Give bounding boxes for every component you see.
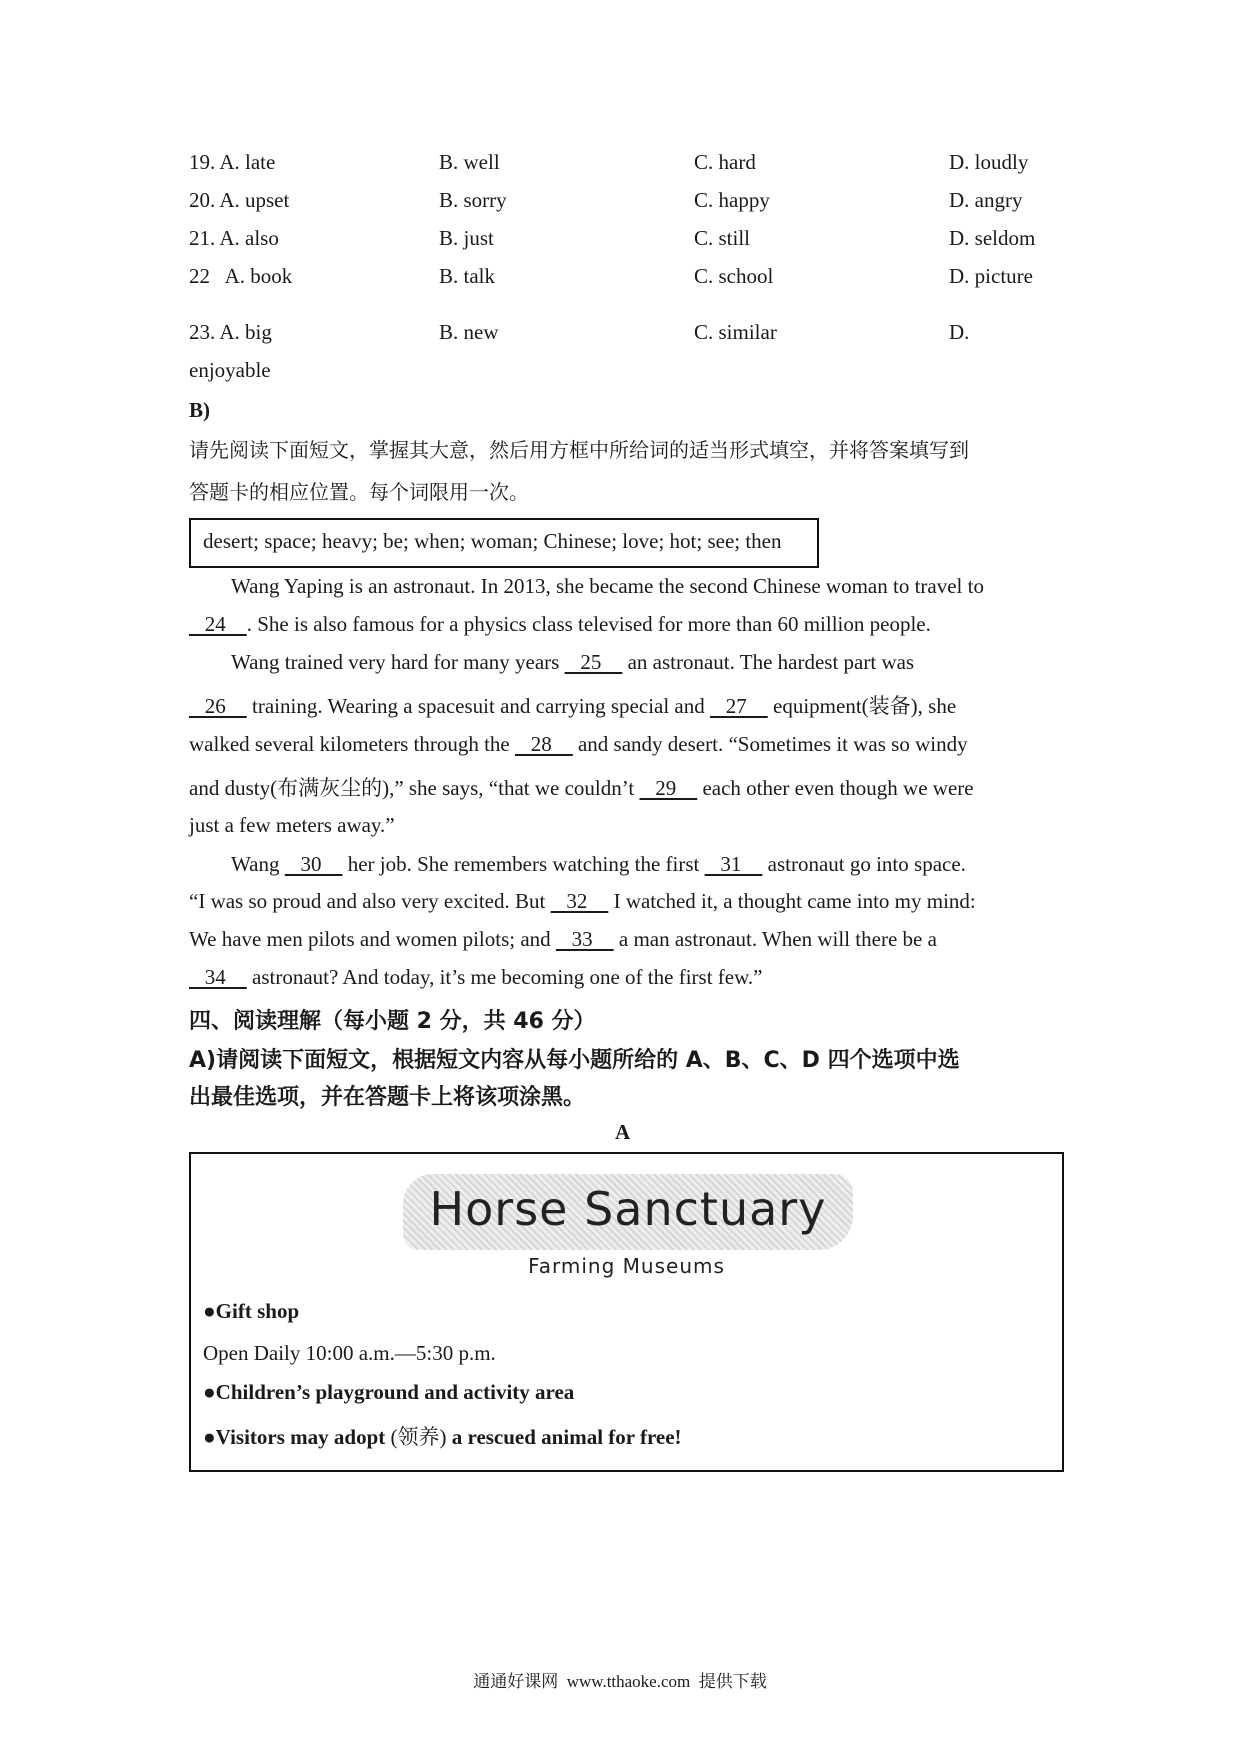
option-a: 19. A. late xyxy=(189,150,276,174)
passage-line: and dusty(布满灰尘的),” she says, “that we couldn’t 29 each other even though we were xyxy=(189,776,974,800)
option-b: B. new xyxy=(439,320,499,344)
blank-24[interactable]: 24 xyxy=(189,612,247,636)
option-d: D. xyxy=(949,320,970,344)
option-23-d-continuation: enjoyable xyxy=(189,358,271,382)
passage-line: 26 training. Wearing a spacesuit and carrying special and 27 equipment(装备), she xyxy=(189,694,957,718)
section-4-heading: 四、阅读理解（每小题 2 分，共 46 分） xyxy=(189,1009,596,1034)
section-4-instruction-line-1: A)请阅读下面短文，根据短文内容从每小题所给的 A、B、C、D 四个选项中选 xyxy=(189,1048,960,1073)
option-row-23 xyxy=(189,320,1069,350)
passage-line: walked several kilometers through the 28 and sandy desert. “Sometimes it was so windy xyxy=(189,732,968,756)
option-b: B. sorry xyxy=(439,188,507,212)
option-b: B. just xyxy=(439,226,494,250)
option-d: D. loudly xyxy=(949,150,1029,174)
option-a: 23. A. big xyxy=(189,320,272,344)
option-row-21 xyxy=(189,226,1069,256)
section-b-heading: B) xyxy=(189,398,210,422)
logo-banner xyxy=(403,1174,853,1250)
blank-33[interactable]: 33 xyxy=(555,927,614,951)
passage-line: 34 astronaut? And today, it’s me becoming one of the first few.” xyxy=(189,965,763,989)
horse-sanctuary-poster xyxy=(189,1152,1064,1472)
blank-32[interactable]: 32 xyxy=(550,889,609,913)
blank-29[interactable]: 29 xyxy=(639,776,698,800)
blank-27[interactable]: 27 xyxy=(710,694,768,718)
option-b: B. talk xyxy=(439,264,495,288)
option-d: D. angry xyxy=(949,188,1023,212)
blank-28[interactable]: 28 xyxy=(514,732,573,756)
passage-label: A xyxy=(615,1120,631,1144)
blank-31[interactable]: 31 xyxy=(704,852,763,876)
blank-30[interactable]: 30 xyxy=(284,852,343,876)
word-box: desert; space; heavy; be; when; woman; Chinese; love; hot; see; then xyxy=(189,518,819,568)
option-c: C. still xyxy=(694,226,751,250)
blank-26[interactable]: 26 xyxy=(189,694,247,718)
option-row-19 xyxy=(189,150,1069,180)
logo-subtitle: Farming Museums xyxy=(528,1254,725,1278)
option-a: 21. A. also xyxy=(189,226,279,250)
passage-line: Wang trained very hard for many years 25 an astronaut. The hardest part was xyxy=(231,650,915,674)
poster-item-playground: ●Children’s playground and activity area xyxy=(203,1380,575,1404)
passage-line: Wang 30 her job. She remembers watching the first 31 astronaut go into space. xyxy=(231,852,966,876)
passage-line: “I was so proud and also very excited. But 32 I watched it, a thought came into my mind: xyxy=(189,889,976,913)
option-d: D. seldom xyxy=(949,226,1036,250)
option-c: C. school xyxy=(694,264,774,288)
passage-line: We have men pilots and women pilots; and 33 a man astronaut. When will there be a xyxy=(189,927,937,951)
blank-34[interactable]: 34 xyxy=(189,965,247,989)
poster-item-gift-shop: ●Gift shop xyxy=(203,1299,300,1323)
poster-item-adopt: ●Visitors may adopt (领养) a rescued animal for free! xyxy=(203,1425,682,1449)
logo-title: Horse Sanctuary xyxy=(429,1182,827,1236)
option-b: B. well xyxy=(439,150,500,174)
option-a: 20. A. upset xyxy=(189,188,290,212)
option-a: 22 A. book xyxy=(189,264,293,288)
blank-25[interactable]: 25 xyxy=(564,650,623,674)
poster-opening-hours: Open Daily 10:00 a.m.—5:30 p.m. xyxy=(203,1341,496,1365)
option-c: C. hard xyxy=(694,150,756,174)
option-c: C. similar xyxy=(694,320,777,344)
section-b-instruction-line-2: 答题卡的相应位置。每个词限用一次。 xyxy=(189,480,529,504)
option-d: D. picture xyxy=(949,264,1033,288)
passage-line: Wang Yaping is an astronaut. In 2013, she became the second Chinese woman to travel to xyxy=(231,574,984,598)
section-b-instruction-line-1: 请先阅读下面短文，掌握其大意，然后用方框中所给词的适当形式填空，并将答案填写到 xyxy=(189,438,969,462)
passage-line: just a few meters away.” xyxy=(189,813,395,837)
passage-line: 24 . She is also famous for a physics class televised for more than 60 million people. xyxy=(189,612,931,636)
option-row-20 xyxy=(189,188,1069,218)
page-footer: 通通好课网 www.tthaoke.com 提供下载 xyxy=(473,1672,767,1691)
section-4-instruction-line-2: 出最佳选项，并在答题卡上将该项涂黑。 xyxy=(189,1085,586,1110)
option-c: C. happy xyxy=(694,188,770,212)
option-row-22 xyxy=(189,264,1069,294)
